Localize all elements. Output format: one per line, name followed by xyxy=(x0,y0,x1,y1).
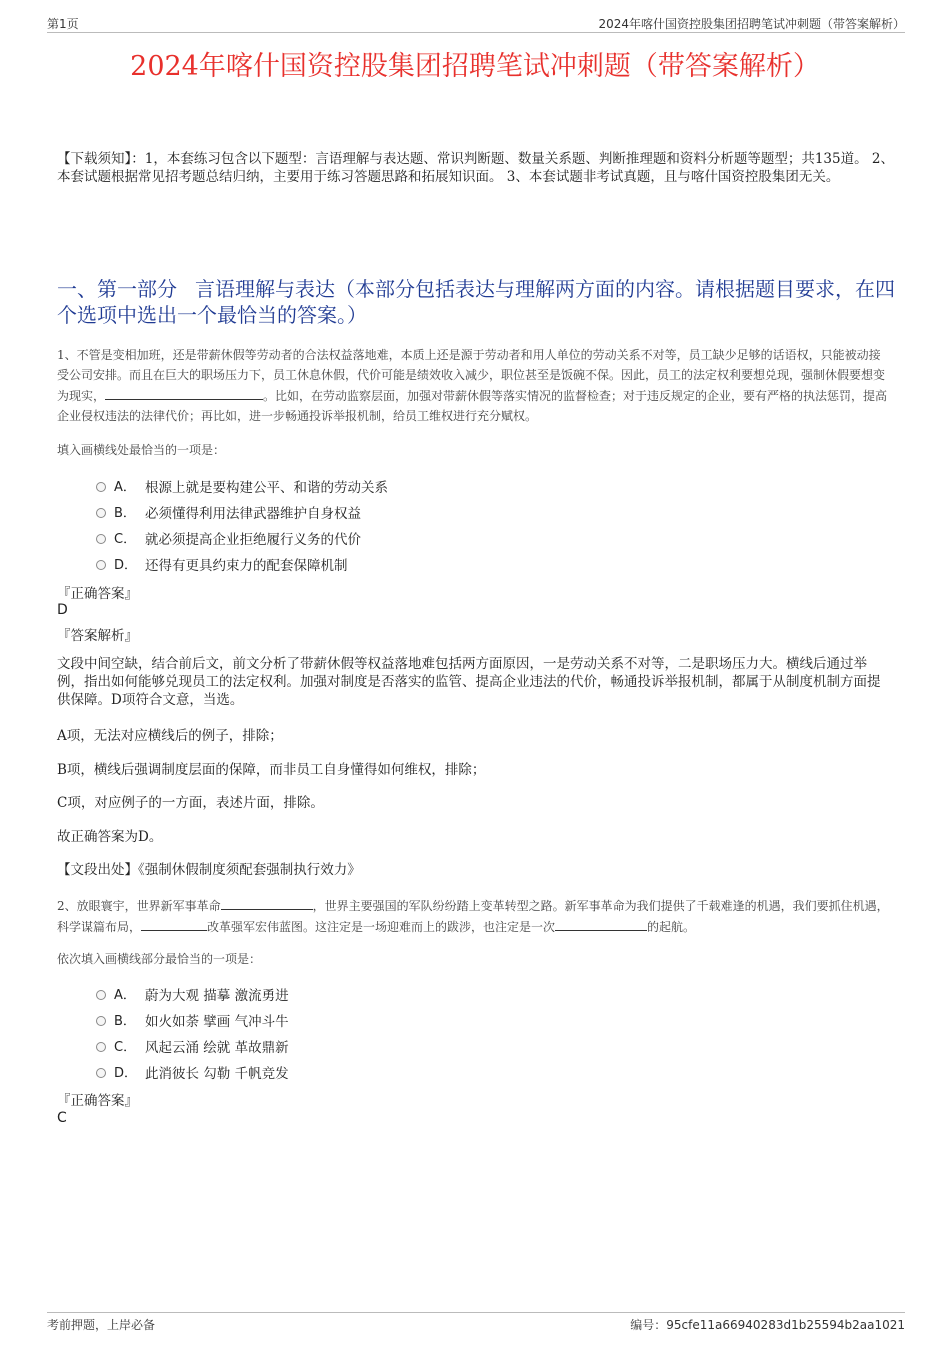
analysis-option-b: B项，横线后强调制度层面的保障，而非员工自身懂得如何维权，排除； xyxy=(57,762,486,778)
answer-blank xyxy=(105,385,263,400)
analysis-option-c: C项，对应例子的一方面，表述片面，排除。 xyxy=(57,795,324,811)
option-b[interactable]: B． 如火如荼 擘画 气冲斗牛 xyxy=(96,1010,596,1036)
download-notice: 【下载须知】：1，本套练习包含以下题型：言语理解与表达题、常识判断题、数量关系题、判断推理题和资料分析题等题型；共135道。 2、本套试题根据常见招考题总结归纳，主要用于练习答题思路和拓展知识面。 3、本套试题非考试真题，且与喀什国资控股集团无关。 xyxy=(57,151,894,185)
correct-answer-label: 『正确答案』 xyxy=(57,1093,138,1109)
radio-icon[interactable] xyxy=(96,1068,106,1078)
document-code: 编号：95cfe11a66940283d1b25594b2aa1021 xyxy=(630,1318,905,1332)
radio-icon[interactable] xyxy=(96,560,106,570)
option-d[interactable]: D． 此消彼长 勾勒 千帆竞发 xyxy=(96,1062,596,1088)
correct-answer: D xyxy=(57,602,68,618)
header-doc-title: 2024年喀什国资控股集团招聘笔试冲刺题（带答案解析） xyxy=(598,17,905,31)
option-a[interactable]: A． 蔚为大观 描摹 激流勇进 xyxy=(96,984,596,1010)
section-description: 言语理解与表达（本部分包括表达与理解两方面的内容。请根据题目要求，在四个选项中选出一个最恰当的答案。） xyxy=(57,277,895,327)
analysis-option-a: A项，无法对应横线后的例子，排除； xyxy=(57,728,283,744)
radio-icon[interactable] xyxy=(96,482,106,492)
answer-blank xyxy=(555,916,647,931)
analysis-text: 文段中间空缺，结合前后文，前文分析了带薪休假等权益落地难包括两方面原因，一是劳动关系不对等，二是职场压力大。横线后通过举例，指出如何能够兑现员工的法定权利。加强对制度是否落实的监管、提高企业违法的代价，畅通投诉举报机制，都属于从制度机制方面提供保障。D项符合文意，当选。 xyxy=(57,656,881,708)
section-number: 一、第一部分 xyxy=(57,277,177,301)
footer-slogan: 考前押题，上岸必备 xyxy=(47,1318,156,1332)
radio-icon[interactable] xyxy=(96,508,106,518)
radio-icon[interactable] xyxy=(96,1016,106,1026)
option-c[interactable]: C． 就必须提高企业拒绝履行义务的代价 xyxy=(96,528,596,554)
question-1-text: 1、不管是变相加班，还是带薪休假等劳动者的合法权益落地难，本质上还是源于劳动者和用人单位的劳动关系不对等，员工缺少足够的话语权，只能被动接受公司安排。而且在巨大的职场压力下，员工休息休假，代价可能是绩效收入减少，职位甚至是饭碗不保。因此，员工的法定权利要想兑现，强制休假要想变为现实， 。比如，在劳动监察层面，加强对带薪休假等落实情况的监督检查；对于违反规定的企业，要有严格的执法惩罚，提高企业侵权违法的法律代价；再比如，进一步畅通投诉举报机制，给员工维权进行充分赋权。 xyxy=(57,348,888,423)
option-a[interactable]: A． 根源上就是要构建公平、和谐的劳动关系 xyxy=(96,476,596,502)
correct-answer: C xyxy=(57,1110,67,1126)
radio-icon[interactable] xyxy=(96,1042,106,1052)
radio-icon[interactable] xyxy=(96,534,106,544)
option-d[interactable]: D． 还得有更具约束力的配套保障机制 xyxy=(96,554,596,580)
analysis-conclusion: 故正确答案为D。 xyxy=(57,829,163,845)
option-b[interactable]: B． 必须懂得利用法律武器维护自身权益 xyxy=(96,502,596,528)
question-1-prompt: 填入画横线处最恰当的一项是： xyxy=(57,443,226,457)
question-2-prompt: 依次填入画横线部分最恰当的一项是： xyxy=(57,952,262,966)
page-footer xyxy=(47,1312,905,1332)
question-2-text: 2、放眼寰宇，世界新军事革命 ，世界主要强国的军队纷纷踏上变革转型之路。新军事革命为我们提供了千载难逢的机遇，我们要抓住机遇，科学谋篇布局， 改革强军宏伟蓝图。这注定是一场迎难而上的跋涉，也注定是一次 的起航。 xyxy=(57,895,892,937)
question-2-options xyxy=(96,984,596,1088)
question-1-options xyxy=(96,476,596,580)
answer-blank xyxy=(141,916,207,931)
analysis-label: 『答案解析』 xyxy=(57,628,138,644)
answer-blank xyxy=(221,895,313,910)
page-header xyxy=(47,12,905,33)
document-title: 2024年喀什国资控股集团招聘笔试冲刺题（带答案解析） xyxy=(130,51,820,82)
correct-answer-label: 『正确答案』 xyxy=(57,586,138,602)
section-heading xyxy=(57,276,897,328)
page-number: 第1页 xyxy=(47,17,79,31)
radio-icon[interactable] xyxy=(96,990,106,1000)
source-citation: 【文段出处】《强制休假制度须配套强制执行效力》 xyxy=(57,862,361,878)
option-c[interactable]: C． 风起云涌 绘就 革故鼎新 xyxy=(96,1036,596,1062)
